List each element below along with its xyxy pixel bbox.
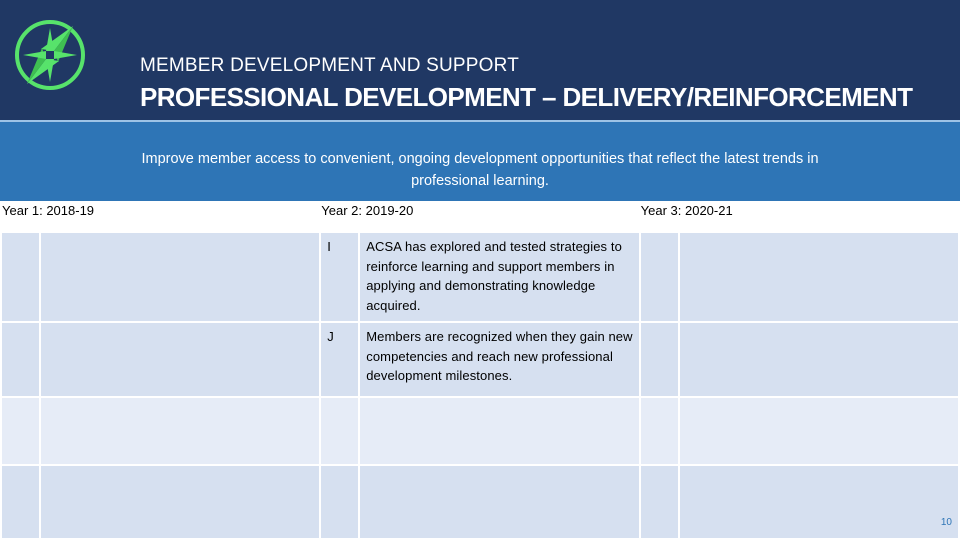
table-cell	[359, 465, 639, 539]
goal-banner	[0, 120, 960, 201]
table-cell	[679, 322, 959, 397]
year1-header: Year 1: 2018-19	[1, 202, 320, 232]
table-cell	[1, 465, 40, 539]
table-row	[1, 397, 959, 465]
row-description: ACSA has explored and tested strategies to reinforce learning and support members in applying and demonstrating knowledge acquired.	[359, 232, 639, 322]
section-subtitle: MEMBER DEVELOPMENT AND SUPPORT	[140, 55, 520, 76]
year3-header: Year 3: 2020-21	[640, 202, 959, 232]
page-title: PROFESSIONAL DEVELOPMENT – DELIVERY/REINFORCEMENT	[140, 82, 913, 112]
table-cell	[679, 232, 959, 322]
row-letter: I	[320, 232, 359, 322]
year2-header: Year 2: 2019-20	[320, 202, 639, 232]
table-cell	[40, 397, 320, 465]
table-cell	[1, 397, 40, 465]
table-cell	[640, 465, 679, 539]
table-cell	[40, 232, 320, 322]
table-cell	[40, 322, 320, 397]
row-description: Members are recognized when they gain new competencies and reach new professional development milestones.	[359, 322, 639, 397]
table-cell	[359, 397, 639, 465]
header-bar	[0, 0, 960, 120]
table-cell	[679, 397, 959, 465]
table-row	[1, 465, 959, 539]
goal-text: Improve member access to convenient, ongoing development opportunities that reflect the latest trends in professional learning.	[141, 151, 819, 189]
table-row	[1, 322, 959, 397]
table-cell	[640, 232, 679, 322]
table-cell	[640, 397, 679, 465]
plan-table	[0, 201, 960, 540]
table-header-row	[1, 202, 959, 232]
table-cell	[679, 465, 959, 539]
table-cell	[1, 232, 40, 322]
compass-star-icon	[13, 18, 87, 92]
table-cell	[640, 322, 679, 397]
table-cell	[320, 465, 359, 539]
table-cell	[320, 397, 359, 465]
table-cell	[40, 465, 320, 539]
page-number: 10	[940, 517, 952, 528]
row-letter: J	[320, 322, 359, 397]
table-row	[1, 232, 959, 322]
table-cell	[1, 322, 40, 397]
